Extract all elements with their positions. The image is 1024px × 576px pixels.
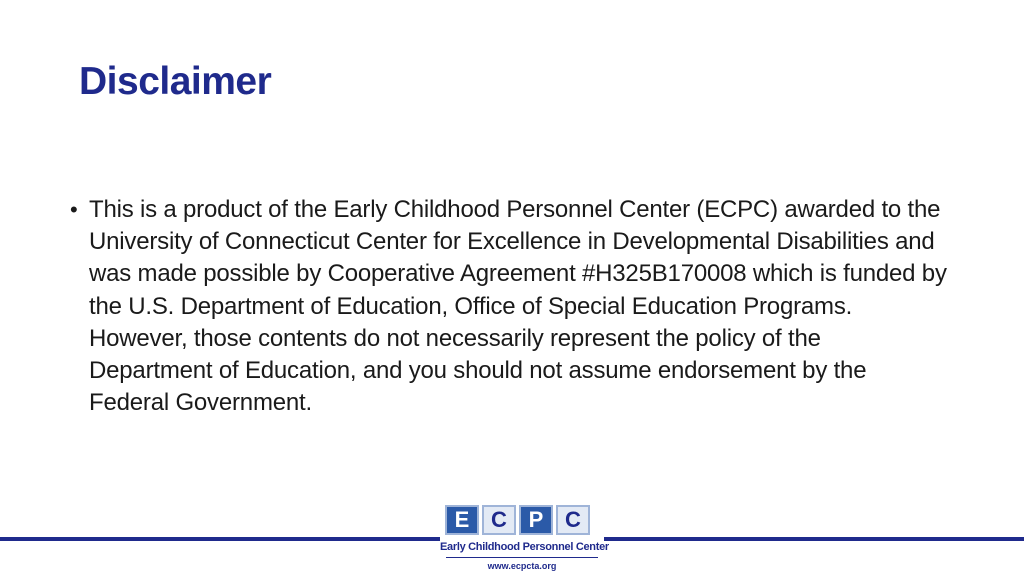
ecpc-logo	[440, 503, 609, 575]
bullet-item	[70, 194, 950, 419]
logo-organization-name: Early Childhood Personnel Center	[440, 541, 609, 553]
logo-url: www.ecpcta.org	[487, 561, 557, 571]
logo-letter-e: E	[445, 505, 479, 535]
logo-letter-c: C	[482, 505, 516, 535]
logo-letter-p: P	[519, 505, 553, 535]
slide-title: Disclaimer	[79, 60, 272, 103]
bullet-text: This is a product of the Early Childhood Personnel Center (ECPC) awarded to the University of Connecticut Center for Excellence in Developmental Disabilities and was made possible by Cooperative Agreement #H325B170008 which is funded by the U.S. Department of Education, Office of Special Education Programs. However, those contents do not necessarily represent the policy of the Department of Education, and you should not assume endorsement by the Federal Government.	[89, 196, 947, 417]
slide-content	[70, 194, 950, 419]
logo-letter-c-2: C	[556, 505, 590, 535]
logo-divider	[446, 557, 598, 558]
bullet-icon: •	[70, 197, 78, 222]
logo-letter-boxes	[445, 505, 590, 535]
